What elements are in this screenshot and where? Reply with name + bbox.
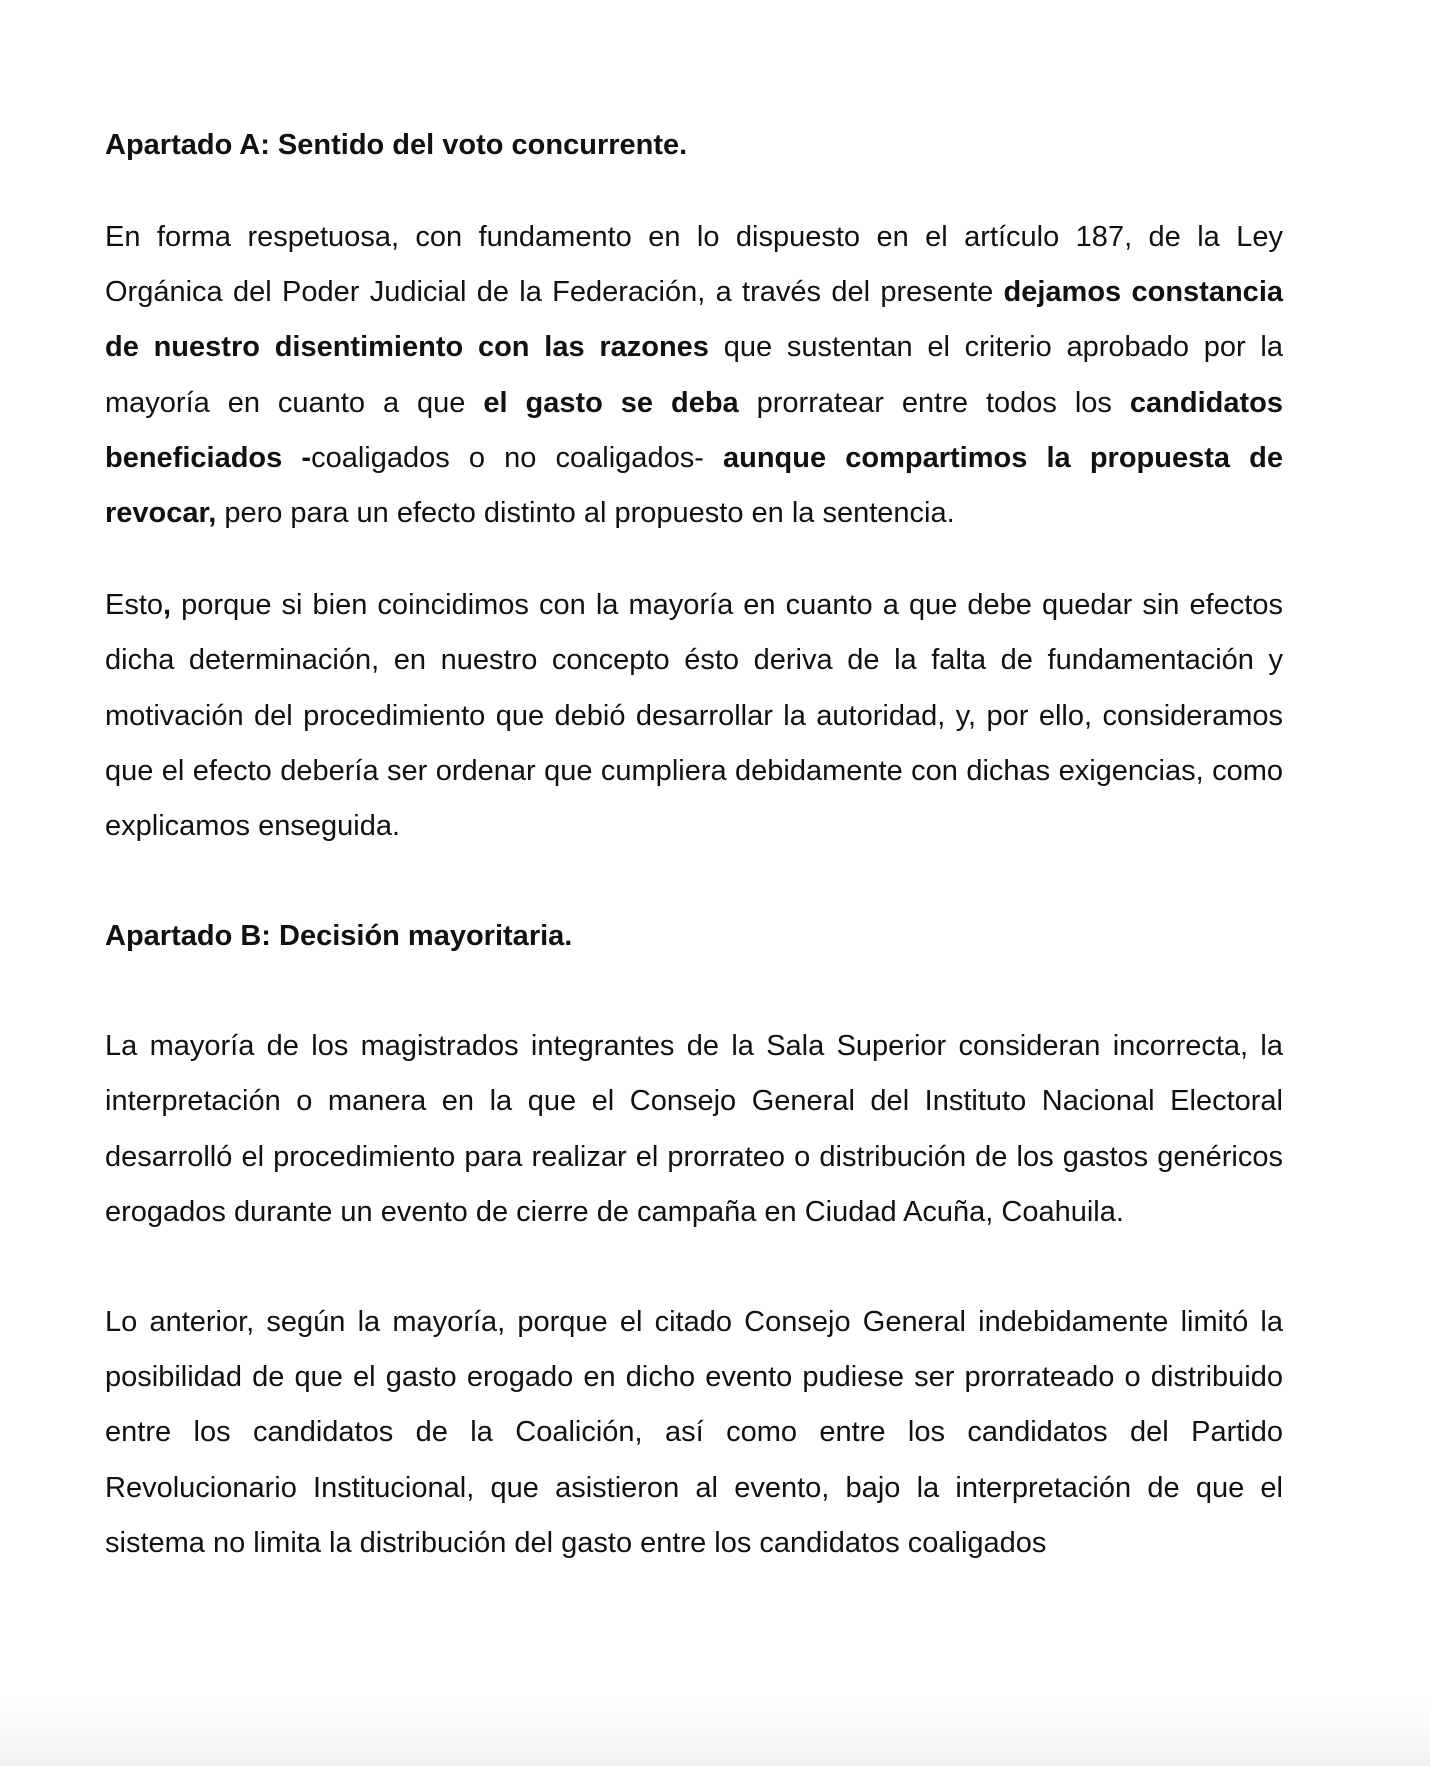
paragraph-voto-concurrente: [105, 210, 1283, 541]
paragraph-mayoria: La mayoría de los magistrados integrantes de la Sala Superior consideran incorrecta, la interpretación o manera en la que el Consejo General del Instituto Nacional Electoral desarrolló el procedimiento para realizar el prorrateo o distribución de los gastos genéricos erogados durante un evento de cierre de campaña en Ciudad Acuña, Coahuila.: [105, 1030, 1283, 1228]
section-a-heading: Apartado A: Sentido del voto concurrente.: [105, 129, 688, 161]
text-run: pero para un efecto distinto al propuesto en la sentencia.: [216, 497, 955, 530]
text-run: prorratear entre todos los: [738, 386, 1130, 419]
paragraph-consejo-general: Lo anterior, según la mayoría, porque el citado Consejo General indebidamente limitó la posibilidad de que el gasto erogado en dicho evento pudiese ser prorrateado o distribuido entre los candidatos de la Coalición, así como entre los candidatos del Partido Revolucionario Institucional, que asistieron al evento, bajo la interpretación de que el sistema no limita la distribución del gasto entre los candidatos coaligados: [105, 1306, 1283, 1559]
bold-run: aunque compartimos la propuesta de revocar,: [105, 441, 1283, 530]
bold-run: el gasto se deba: [483, 386, 739, 419]
paragraph-coincidencia: [105, 578, 1283, 854]
document-body: [105, 118, 1283, 1571]
text-run: Esto: [105, 589, 164, 622]
text-run: coaligados o no coaligados-: [311, 441, 723, 474]
section-b-heading: Apartado B: Decisión mayoritaria.: [105, 920, 573, 953]
bold-run: dejamos constancia de nuestro disentimiento con las razones: [105, 276, 1283, 364]
text-run: porque si bien coincidimos con la mayoría en cuanto a que debe quedar sin efectos dicha determinación, en nuestro concepto ésto deriva de la falta de fundamentación y motivación del procedimiento que debió desarrollar la autoridad, y, por ello, consideramos que el efecto debería ser ordenar que cumpliera debidamente con dichas exigencias, como explicamos enseguida.: [105, 589, 1283, 843]
bold-run: ,: [163, 589, 172, 622]
text-run: En forma respetuosa, con fundamento en lo dispuesto en el artículo 187, de la Ley Orgánica del Poder Judicial de la Federación, a través del presente: [105, 221, 1283, 309]
text-run: que sustentan el criterio aprobado por la mayoría en cuanto a que: [105, 331, 1283, 419]
bold-run: candidatos beneficiados -: [105, 386, 1283, 474]
